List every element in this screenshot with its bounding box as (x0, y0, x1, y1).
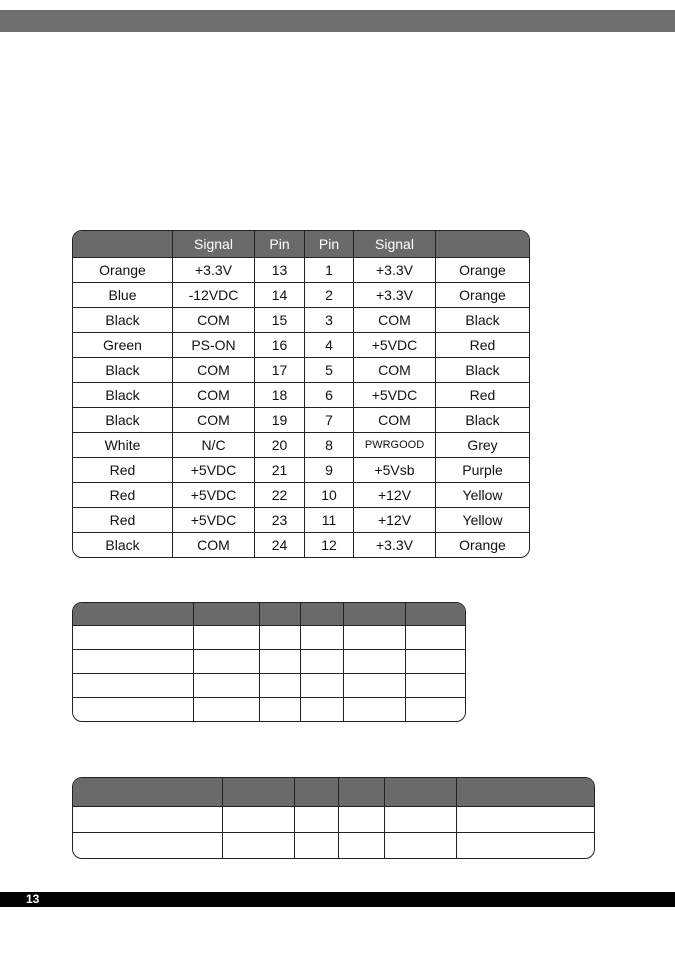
wire-color-right: Grey (436, 433, 529, 458)
pin-left: 17 (255, 358, 305, 383)
table-row (73, 807, 594, 833)
table-cell (339, 833, 385, 858)
wire-color-right: Red (436, 383, 529, 408)
table-header-row (73, 778, 594, 807)
wire-color-right: Orange (436, 283, 529, 308)
header-cell (339, 778, 385, 807)
pin-right: 7 (305, 408, 354, 433)
table-header-row (73, 603, 465, 626)
table-cell (260, 674, 301, 698)
table-cell (344, 698, 406, 721)
wire-color-left: Black (73, 358, 173, 383)
header-pin-left: Pin (255, 231, 305, 258)
signal-left: +5VDC (173, 508, 255, 533)
pin-right: 5 (305, 358, 354, 383)
table-cell (344, 674, 406, 698)
wire-color-right: Yellow (436, 483, 529, 508)
pin-left: 20 (255, 433, 305, 458)
header-pin-right: Pin (305, 231, 354, 258)
wire-color-left: Red (73, 483, 173, 508)
table-header-row (73, 231, 529, 258)
wire-color-right: Orange (436, 258, 529, 283)
signal-right: +12V (354, 508, 436, 533)
wire-color-left: Black (73, 308, 173, 333)
table-cell (260, 698, 301, 721)
table-row (73, 333, 529, 358)
table-cell (73, 626, 194, 650)
header-cell (73, 603, 194, 626)
table-cell (344, 626, 406, 650)
wire-color-left: Green (73, 333, 173, 358)
pin-left: 15 (255, 308, 305, 333)
table-row (73, 383, 529, 408)
wire-color-left: Black (73, 408, 173, 433)
signal-right: +3.3V (354, 533, 436, 557)
signal-right: +5Vsb (354, 458, 436, 483)
table-cell (194, 626, 260, 650)
table-cell (457, 807, 594, 833)
footer-bar (0, 892, 675, 907)
header-cell (260, 603, 301, 626)
pin-left: 23 (255, 508, 305, 533)
table-cell (260, 626, 301, 650)
header-color-left (73, 231, 173, 258)
table-cell (260, 650, 301, 674)
top-header-bar (0, 10, 675, 32)
table-cell (223, 807, 295, 833)
pin-left: 13 (255, 258, 305, 283)
pin-right: 1 (305, 258, 354, 283)
pin-right: 2 (305, 283, 354, 308)
atx-24-pin-table (72, 230, 530, 558)
table-cell (73, 807, 223, 833)
header-cell (385, 778, 457, 807)
signal-right: COM (354, 358, 436, 383)
table-row (73, 650, 465, 674)
table-row (73, 458, 529, 483)
table-cell (301, 650, 344, 674)
table-cell (194, 674, 260, 698)
table-row (73, 308, 529, 333)
table-cell (194, 698, 260, 721)
table-row (73, 483, 529, 508)
wire-color-right: Orange (459, 537, 506, 553)
signal-right: +3.3V (354, 283, 436, 308)
table-cell (301, 698, 344, 721)
signal-left: COM (173, 358, 255, 383)
signal-right: COM (354, 408, 436, 433)
wire-color-left: Red (73, 458, 173, 483)
wire-color-left: Black (73, 533, 173, 557)
header-cell (194, 603, 260, 626)
header-cell (344, 603, 406, 626)
pin-right: 12 (305, 533, 354, 557)
pin-left: 18 (255, 383, 305, 408)
signal-right: +12V (354, 483, 436, 508)
signal-left: PS-ON (173, 333, 255, 358)
pin-left: 24 (255, 533, 305, 557)
signal-left: N/C (173, 433, 255, 458)
pin-left: 19 (255, 408, 305, 433)
pin-right: 3 (305, 308, 354, 333)
header-cell (406, 603, 465, 626)
pin-right: 10 (305, 483, 354, 508)
table-cell (73, 674, 194, 698)
header-signal-right: Signal (354, 231, 436, 258)
table-row (73, 698, 465, 721)
pin-right: 11 (305, 508, 354, 533)
page-number: 13 (26, 892, 40, 906)
signal-right: +5VDC (354, 383, 436, 408)
signal-right: COM (354, 308, 436, 333)
signal-left: COM (173, 308, 255, 333)
table-cell (457, 833, 594, 858)
table-row (73, 283, 529, 308)
header-cell (457, 778, 594, 807)
wire-color-right: Purple (436, 458, 529, 483)
table-row (73, 674, 465, 698)
wire-color-right: Yellow (436, 508, 529, 533)
signal-left: COM (173, 383, 255, 408)
table-row (73, 508, 529, 533)
header-cell (73, 778, 223, 807)
signal-left: +3.3V (173, 258, 255, 283)
signal-left: -12VDC (173, 283, 255, 308)
signal-left: COM (173, 408, 255, 433)
pin-right: 8 (305, 433, 354, 458)
signal-left: COM (173, 533, 255, 557)
table-cell (406, 674, 465, 698)
table-cell (223, 833, 295, 858)
signal-right: +5VDC (354, 333, 436, 358)
table-row (73, 533, 529, 557)
table-cell (406, 626, 465, 650)
signal-right: +3.3V (354, 258, 436, 283)
pin-left: 22 (255, 483, 305, 508)
header-cell (295, 778, 339, 807)
table-cell (301, 674, 344, 698)
wire-color-left: Black (73, 383, 173, 408)
pin-right: 6 (305, 383, 354, 408)
wire-color-right: Black (436, 358, 529, 383)
wire-color-left: White (73, 433, 173, 458)
table-cell (385, 833, 457, 858)
signal-right: PWRGOOD (354, 433, 436, 458)
pin-right: 9 (305, 458, 354, 483)
pin-right: 4 (305, 333, 354, 358)
signal-left: +5VDC (173, 458, 255, 483)
table-cell (301, 626, 344, 650)
table-cell (344, 650, 406, 674)
pin-left: 21 (255, 458, 305, 483)
pin-left: 14 (255, 283, 305, 308)
table-row (73, 408, 529, 433)
wire-color-right: Black (436, 408, 529, 433)
wire-color-left: Red (73, 508, 173, 533)
pin-left: 16 (255, 333, 305, 358)
table-cell (295, 833, 339, 858)
header-signal-left: Signal (173, 231, 255, 258)
connector-table-3 (72, 777, 595, 859)
table-cell (406, 698, 465, 721)
table-row (73, 433, 529, 458)
header-cell (301, 603, 344, 626)
table-row (73, 258, 529, 283)
table-row (73, 833, 594, 858)
wire-color-right: Red (436, 333, 529, 358)
table-cell (194, 650, 260, 674)
table-cell (295, 807, 339, 833)
table-cell (73, 698, 194, 721)
signal-left: +5VDC (173, 483, 255, 508)
header-color-right (436, 231, 529, 258)
header-cell (223, 778, 295, 807)
table-cell (73, 833, 223, 858)
connector-table-2 (72, 602, 466, 722)
table-row (73, 358, 529, 383)
table-cell (406, 650, 465, 674)
wire-color-right: Black (436, 308, 529, 333)
wire-color-left: Blue (73, 283, 173, 308)
table-row (73, 626, 465, 650)
table-cell (339, 807, 385, 833)
table-cell (385, 807, 457, 833)
wire-color-left: Orange (73, 258, 173, 283)
table-cell (73, 650, 194, 674)
